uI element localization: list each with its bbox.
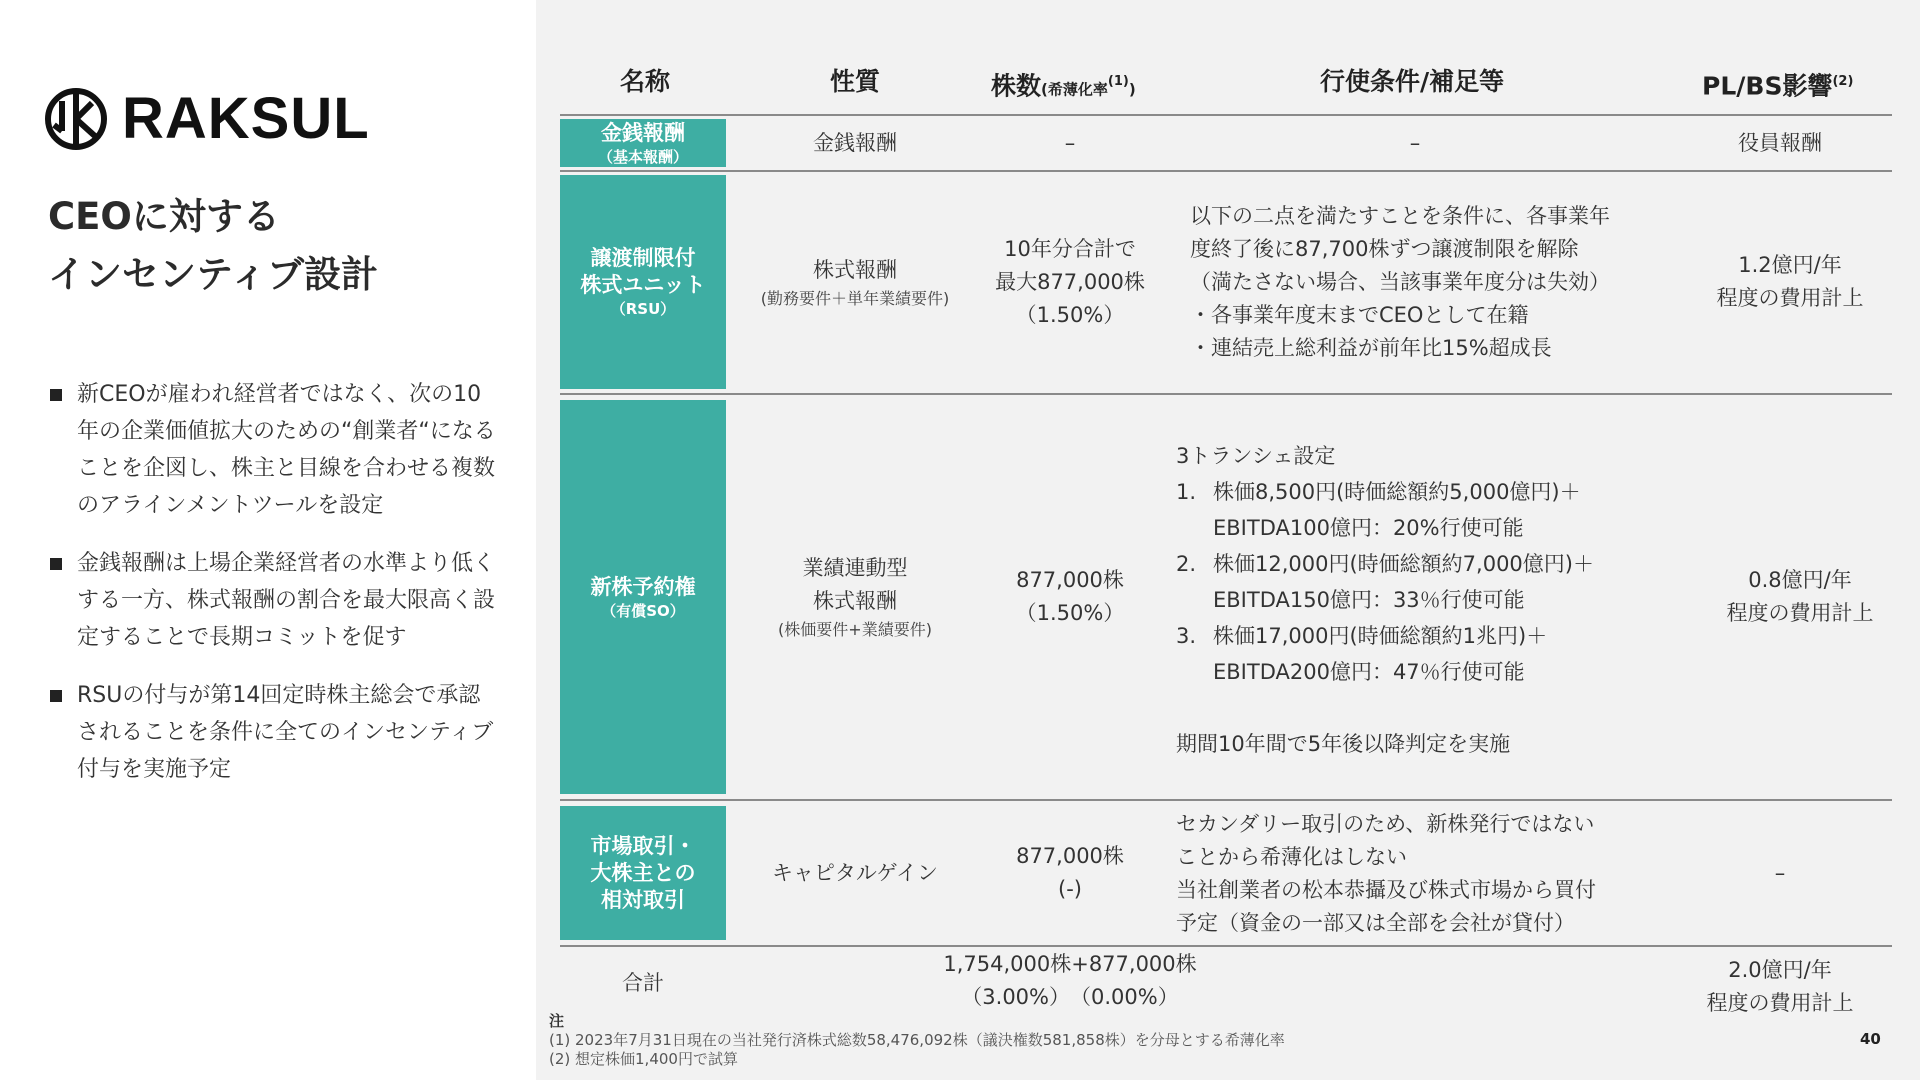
header-shares-sup: (1) (1107, 74, 1129, 89)
page-title (48, 188, 378, 304)
market-condition-line: セカンダリー取引のため、新株発行ではない (1176, 812, 1595, 836)
row-name-cash-title: 金銭報酬 (601, 120, 685, 145)
market-condition-line: 予定（資金の一部又は全部を会社が貸付） (1176, 911, 1575, 935)
footnote-1: (1) 2023年7月31日現在の当社発行済株式総数58,476,092株（議決権数581,858株）を分母とする希薄化率 (549, 1031, 1285, 1049)
rsu-impact-line: 1.2億円/年 (1738, 253, 1842, 277)
market-impact (1680, 806, 1880, 940)
row-name-so (560, 400, 726, 794)
so-nature-line: 業績連動型 (802, 556, 908, 580)
row-divider (560, 393, 1892, 395)
tranche-line: EBITDA200億円：47％行使可能 (1213, 660, 1525, 684)
market-condition-line: ことから希薄化はしない (1176, 845, 1407, 869)
square-bullet-icon (50, 558, 62, 570)
row-name-so-title: 新株予約権 (590, 574, 696, 599)
rsu-shares-line: 最大877,000株 (995, 269, 1145, 294)
cash-shares-text: – (1064, 130, 1076, 155)
header-name: 名称 (620, 67, 671, 96)
total-impact-line: 程度の費用計上 (1706, 991, 1854, 1015)
tranche-item (1176, 546, 1594, 618)
so-nature (740, 400, 970, 794)
cash-nature-text: 金銭報酬 (813, 130, 897, 155)
header-impact (1702, 62, 1853, 106)
cash-nature (740, 119, 970, 167)
header-shares-close: ) (1128, 80, 1136, 99)
cash-conditions-text: – (1409, 130, 1421, 155)
square-bullet-icon (50, 690, 62, 702)
so-conditions (1176, 438, 1594, 762)
row-divider (560, 170, 1892, 172)
bullet-item (48, 677, 498, 788)
row-name-rsu-line2: 株式ユニット (580, 273, 706, 297)
page-number: 40 (1860, 1030, 1881, 1048)
header-divider (560, 114, 1892, 116)
total-label-text: 合計 (622, 970, 664, 995)
tranche-number: 1. (1176, 480, 1197, 504)
total-shares-line: （3.00%） （0.00%） (961, 985, 1179, 1009)
header-conditions: 行使条件/補足等 (1320, 67, 1505, 96)
tranche-line: 株価17,000円(時価総額約1兆円)＋ (1213, 624, 1548, 648)
so-impact (1690, 400, 1910, 794)
bullet-text: 新CEOが雇われ経営者ではなく、次の10年の企業価値拡大のための“創業者“になることを企図し、株主と目線を合わせる複数のアラインメントツールを設定 (77, 382, 496, 518)
so-impact-line: 程度の費用計上 (1726, 601, 1874, 625)
so-nature-line: 株式報酬 (813, 589, 897, 613)
bullet-item (48, 545, 498, 656)
footnotes-heading: 注 (549, 1012, 565, 1030)
footnotes (549, 1012, 1285, 1069)
row-name-rsu-sub: （RSU） (610, 300, 676, 318)
cash-conditions (1180, 119, 1650, 167)
tranche-number: 3. (1176, 624, 1197, 648)
row-name-rsu (560, 175, 726, 389)
so-nature-sub: (株価要件+業績要件) (778, 620, 932, 639)
market-condition-line: 当社創業者の松本恭攝及び株式市場から買付 (1176, 878, 1596, 902)
tranche-item (1176, 618, 1594, 690)
header-shares (991, 62, 1136, 109)
rsu-impact (1680, 175, 1900, 389)
row-divider (560, 945, 1892, 947)
page-title-line2: インセンティブ設計 (48, 253, 379, 296)
market-shares-line: 877,000株 (1016, 844, 1124, 868)
header-impact-sup: (2) (1832, 74, 1854, 89)
row-name-rsu-line1: 譲渡制限付 (590, 246, 696, 270)
market-shares-line: (-) (1058, 877, 1082, 901)
row-name-market (560, 806, 726, 940)
header-shares-label: 株数 (991, 71, 1042, 101)
so-shares-line: 877,000株 (1016, 568, 1124, 592)
header-nature: 性質 (830, 67, 881, 96)
header-impact-label: PL/BS影響 (1702, 71, 1833, 101)
total-impact (1680, 954, 1880, 1020)
footnote-2: (2) 想定株価1,400円で試算 (549, 1050, 738, 1068)
rsu-nature (740, 175, 970, 389)
market-conditions (1176, 808, 1596, 940)
cash-shares (980, 119, 1160, 167)
tranche-item (1176, 474, 1594, 546)
row-name-market-line2: 大株主との (590, 860, 696, 885)
cash-impact-text: 役員報酬 (1738, 130, 1822, 155)
rsu-condition-line: ・連結売上総利益が前年比15%超成長 (1190, 336, 1552, 360)
rsu-condition-line: 度終了後に87,700株ずつ譲渡制限を解除 (1190, 237, 1579, 261)
so-condition-period: 期間10年間で5年後以降判定を実施 (1176, 732, 1511, 756)
brand-logo (44, 86, 370, 152)
rsu-condition-line: ・各事業年度末までCEOとして在籍 (1190, 303, 1529, 327)
page-title-line1: CEOに対する (48, 195, 280, 238)
rsu-condition-line: （満たさない場合、当該事業年度分は失効） (1190, 270, 1610, 294)
rsu-shares (980, 175, 1160, 389)
rsu-shares-line: （1.50%） (1015, 302, 1125, 327)
brand-name: RAKSUL (122, 86, 370, 151)
bullet-text: 金銭報酬は上場企業経営者の水準より低くする一方、株式報酬の割合を最大限高く設定することで長期コミットを促す (77, 551, 496, 650)
rsu-nature-text: 株式報酬 (813, 257, 897, 282)
header-shares-note: (希薄化率 (1041, 80, 1108, 99)
market-impact-text: – (1774, 860, 1786, 885)
market-shares (980, 806, 1160, 940)
tranche-line: 株価12,000円(時価総額約7,000億円)＋ (1213, 552, 1594, 576)
tranche-line: EBITDA150億円：33％行使可能 (1213, 588, 1525, 612)
total-shares-line: 1,754,000株+877,000株 (943, 952, 1197, 976)
so-impact-line: 0.8億円/年 (1748, 568, 1852, 592)
rsu-nature-sub: (勤務要件＋単年業績要件) (760, 288, 950, 308)
so-condition-intro: 3トランシェ設定 (1176, 444, 1336, 468)
bullet-text: RSUの付与が第14回定時株主総会で承認されることを条件に全てのインセンティブ付与を実施予定 (77, 683, 494, 782)
row-name-market-line1: 市場取引・ (590, 833, 696, 858)
rsu-condition-line: 以下の二点を満たすことを条件に、各事業年 (1190, 204, 1610, 228)
so-shares-line: （1.50%） (1015, 601, 1125, 625)
square-bullet-icon (50, 389, 62, 401)
market-nature-text: キャピタルゲイン (771, 860, 939, 885)
row-name-market-line3: 相対取引 (601, 887, 685, 912)
tranche-line: 株価8,500円(時価総額約5,000億円)＋ (1213, 480, 1581, 504)
rsu-impact-line: 程度の費用計上 (1716, 286, 1864, 310)
row-name-so-sub: （有償SO） (601, 601, 685, 620)
total-shares (920, 948, 1220, 1014)
raksul-logo-icon (44, 87, 108, 151)
tranche-line: EBITDA100億円：20%行使可能 (1213, 516, 1524, 540)
bullet-list (48, 376, 498, 809)
row-name-cash (560, 119, 726, 167)
tranche-number: 2. (1176, 552, 1197, 576)
cash-impact (1680, 119, 1880, 167)
rsu-shares-line: 10年分合計で (1004, 236, 1136, 261)
market-nature (740, 806, 970, 940)
bullet-item (48, 376, 498, 524)
tranche-list (1176, 474, 1594, 690)
rsu-conditions (1190, 200, 1610, 365)
total-impact-line: 2.0億円/年 (1728, 958, 1832, 982)
row-divider (560, 799, 1892, 801)
so-shares (980, 400, 1160, 794)
row-name-cash-sub: （基本報酬） (597, 147, 688, 166)
total-label (560, 950, 726, 1016)
